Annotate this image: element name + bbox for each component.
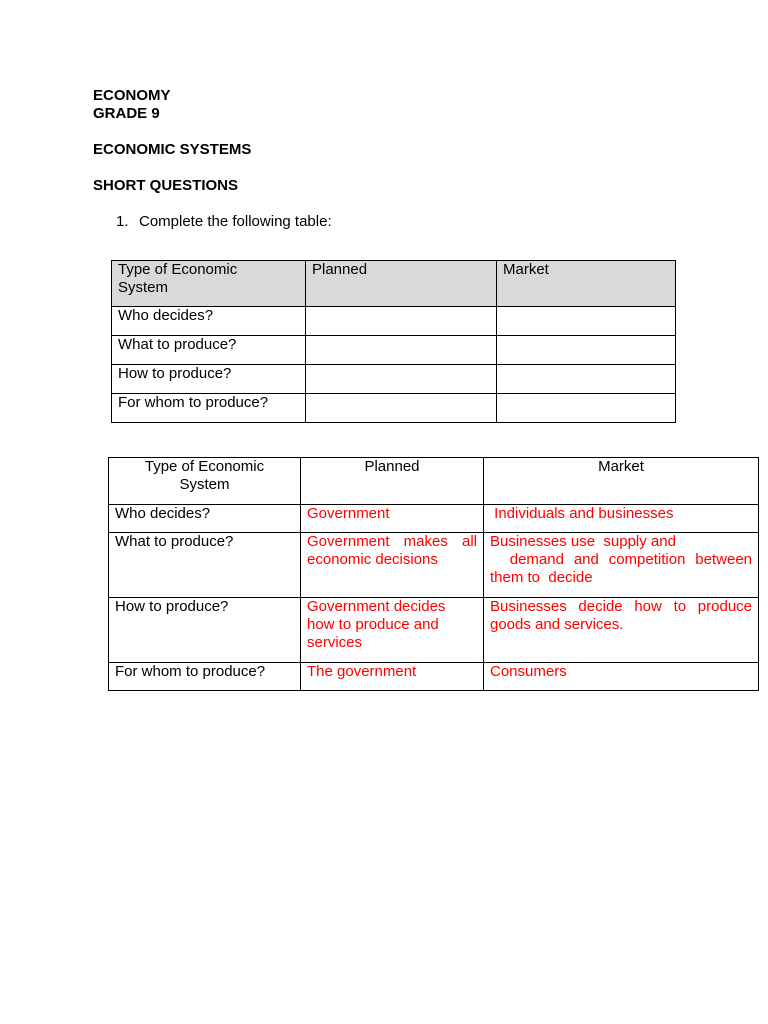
row-label: For whom to produce? bbox=[112, 394, 306, 423]
row-label: How to produce? bbox=[109, 598, 301, 663]
row-label: What to produce? bbox=[112, 336, 306, 365]
header-planned-cell: Planned bbox=[301, 458, 484, 505]
table-header-row bbox=[109, 458, 759, 505]
planned-cell[interactable] bbox=[306, 336, 497, 365]
market-answer: Businesses decide how to produce goods and services. bbox=[484, 598, 759, 663]
market-cell[interactable] bbox=[497, 336, 676, 365]
question-1 bbox=[116, 213, 332, 231]
planned-cell[interactable] bbox=[306, 307, 497, 336]
header-type-line1: Type of Economic bbox=[144, 458, 265, 475]
header-market-cell: Market bbox=[497, 261, 676, 307]
answer-table bbox=[108, 457, 759, 691]
table-row bbox=[109, 505, 759, 533]
table-row bbox=[112, 365, 676, 394]
header-planned-cell: Planned bbox=[306, 261, 497, 307]
row-label: Who decides? bbox=[109, 505, 301, 533]
planned-answer: The government bbox=[301, 663, 484, 691]
question-text: Complete the following table: bbox=[139, 213, 332, 230]
header-type-cell bbox=[109, 458, 301, 505]
question-number: 1. bbox=[116, 213, 129, 230]
header-market-cell: Market bbox=[484, 458, 759, 505]
market-answer: Consumers bbox=[484, 663, 759, 691]
table-row bbox=[109, 598, 759, 663]
table-header-row bbox=[112, 261, 676, 307]
market-answer bbox=[484, 533, 759, 598]
table-row bbox=[112, 394, 676, 423]
table-row bbox=[112, 307, 676, 336]
header-type-line1: Type of Economic bbox=[118, 261, 238, 278]
planned-cell[interactable] bbox=[306, 394, 497, 423]
table-row bbox=[109, 663, 759, 691]
subject-heading: ECONOMY bbox=[93, 87, 171, 104]
header-type-line2: System bbox=[179, 476, 230, 493]
market-cell[interactable] bbox=[497, 307, 676, 336]
header-type-line2: System bbox=[118, 279, 169, 296]
header-type-cell bbox=[112, 261, 306, 307]
blank-table bbox=[111, 260, 676, 423]
row-label: What to produce? bbox=[109, 533, 301, 598]
planned-cell[interactable] bbox=[306, 365, 497, 394]
market-cell[interactable] bbox=[497, 394, 676, 423]
grade-heading: GRADE 9 bbox=[93, 105, 160, 122]
planned-answer: Government decides how to produce and services bbox=[301, 598, 484, 663]
row-label: For whom to produce? bbox=[109, 663, 301, 691]
topic-heading: ECONOMIC SYSTEMS bbox=[93, 141, 252, 158]
row-label: How to produce? bbox=[112, 365, 306, 394]
table-row bbox=[112, 336, 676, 365]
section-heading: SHORT QUESTIONS bbox=[93, 177, 239, 194]
market-answer: Individuals and businesses bbox=[484, 505, 759, 533]
market-cell[interactable] bbox=[497, 365, 676, 394]
planned-answer: Government makes all economic decisions bbox=[301, 533, 484, 598]
row-label: Who decides? bbox=[112, 307, 306, 336]
market-answer-line1: Businesses use supply and bbox=[490, 533, 676, 550]
table-row bbox=[109, 533, 759, 598]
market-answer-line2: demand and competition between them to decide bbox=[490, 551, 757, 586]
planned-answer: Government bbox=[301, 505, 484, 533]
